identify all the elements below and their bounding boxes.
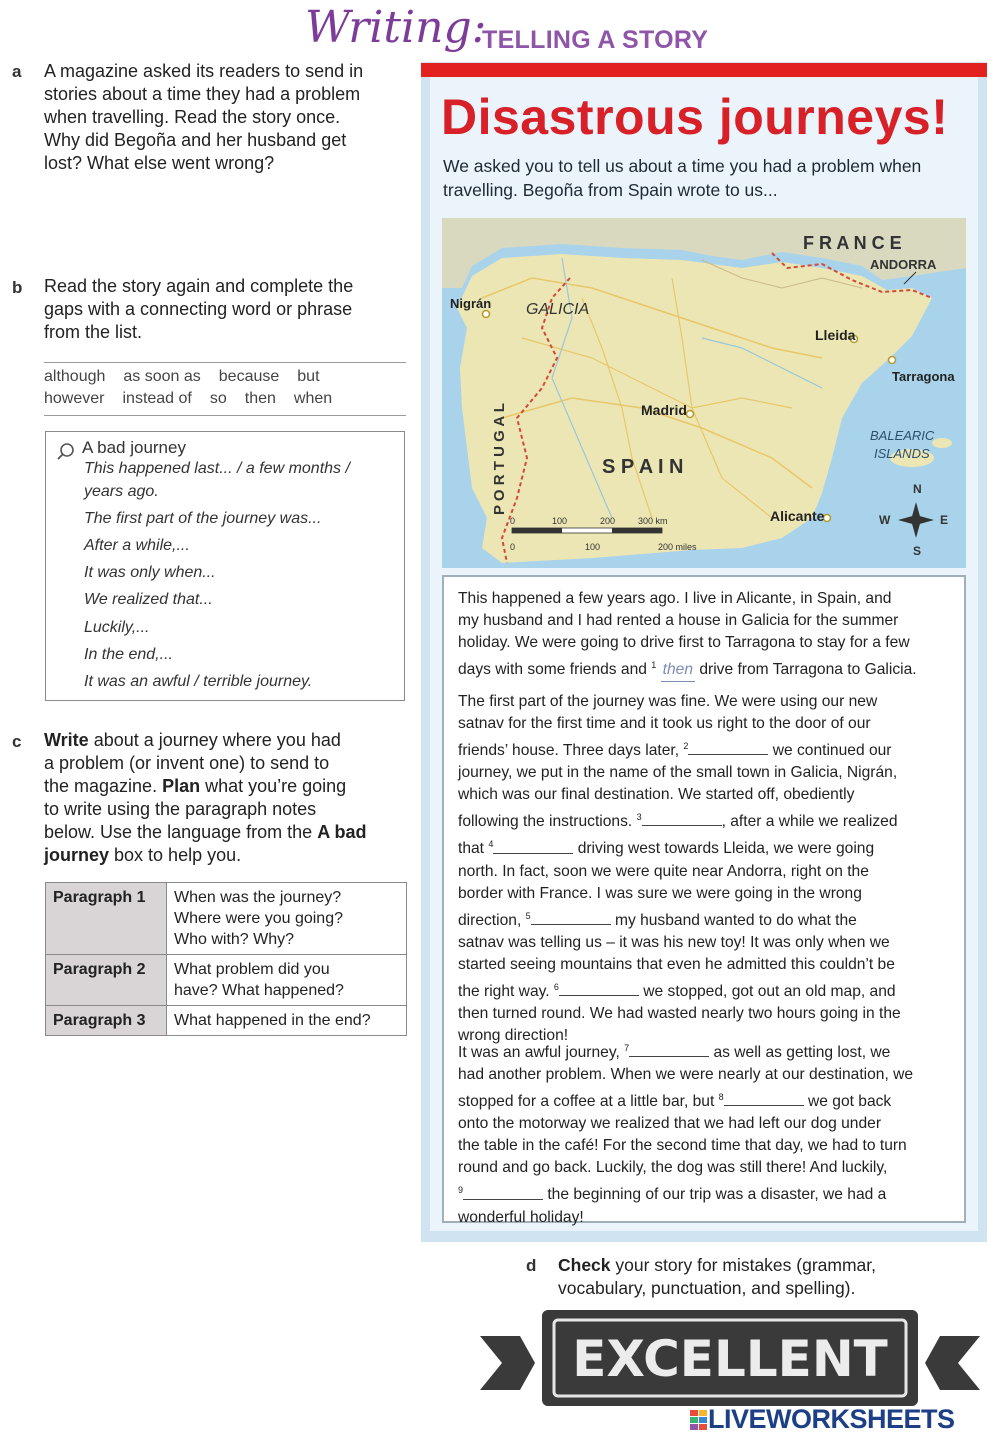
bad-journey-line: We realized that... bbox=[84, 591, 213, 608]
gap-8-input[interactable] bbox=[724, 1091, 804, 1106]
scale-mi-100: 100 bbox=[585, 542, 601, 552]
task-b-line: gaps with a connecting word or phrase bbox=[44, 299, 353, 319]
task-c-text bbox=[44, 729, 414, 867]
word-list bbox=[44, 362, 406, 416]
compass-n: N bbox=[913, 482, 922, 496]
story-paragraph-2 bbox=[458, 691, 954, 1047]
article-intro bbox=[443, 154, 963, 202]
task-c-segment: below. Use the language from the bbox=[44, 822, 318, 842]
word-list-row bbox=[44, 390, 350, 408]
paragraph-label: Paragraph 1 bbox=[46, 883, 167, 955]
task-b-line: from the list. bbox=[44, 322, 143, 342]
map-label-portugal: P O R T U G A L bbox=[491, 403, 508, 515]
note-line: Who with? Why? bbox=[174, 931, 295, 948]
task-b-line: Read the story again and complete the bbox=[44, 276, 354, 296]
story-text: round and go back. Luckily, the dog was still there! And luckily, bbox=[458, 1159, 888, 1177]
gap-7-input[interactable] bbox=[629, 1042, 709, 1057]
task-a-letter: a bbox=[12, 62, 22, 81]
scale-km-200: 200 bbox=[600, 516, 616, 526]
map-label-tarragona: Tarragona bbox=[892, 369, 955, 384]
word-item: then bbox=[244, 390, 276, 407]
compass-w: W bbox=[879, 513, 891, 527]
task-c-segment: to write using the paragraph notes bbox=[44, 799, 317, 819]
story-box bbox=[442, 575, 966, 1226]
task-a-text bbox=[44, 60, 414, 175]
story-text: had another problem. When we were nearly at our destination, we bbox=[458, 1066, 914, 1084]
map-label-madrid: Madrid bbox=[641, 402, 687, 418]
story-paragraph-3 bbox=[458, 1037, 954, 1229]
gap-number: 2 bbox=[683, 741, 689, 751]
story-text: holiday. We were going to drive first to Tarragona to stay for a few bbox=[458, 634, 910, 651]
story-text: wonderful holiday! bbox=[458, 1208, 584, 1226]
gap-number: 4 bbox=[488, 839, 494, 850]
story-text: days with some friends and bbox=[458, 661, 652, 679]
paragraph-notes bbox=[167, 883, 407, 955]
story-text: the beginning of our trip was a disaster, we had a bbox=[543, 1186, 887, 1204]
task-c-segment: the magazine. bbox=[44, 776, 163, 796]
scale-km-300: 300 km bbox=[638, 516, 668, 526]
gap-1-answer: then bbox=[661, 659, 695, 682]
word-list-row bbox=[44, 368, 338, 386]
story-text: , after a while we realized bbox=[721, 813, 898, 831]
alicante-marker bbox=[824, 515, 831, 522]
table-row bbox=[46, 883, 407, 955]
story-text: journey, we put in the name of the small town in Galicia, Nigrán, bbox=[458, 764, 898, 782]
task-a-line: A magazine asked its readers to send in bbox=[44, 61, 364, 81]
word-item: although bbox=[44, 368, 106, 385]
task-c-segment: about a journey where you had bbox=[88, 730, 341, 750]
task-c-line bbox=[44, 729, 414, 752]
table-row bbox=[46, 1006, 407, 1036]
bad-journey-line: It was only when... bbox=[84, 564, 216, 581]
word-item: because bbox=[218, 368, 280, 385]
article-red-bar bbox=[421, 63, 987, 77]
word-item: as soon as bbox=[123, 368, 201, 385]
paragraph-plan-table bbox=[45, 882, 407, 1036]
story-text: driving west towards Lleida, we were going bbox=[573, 840, 875, 858]
story-text: the table in the café! For the second time that day, we had to turn bbox=[458, 1137, 907, 1155]
story-text: wrong direction! bbox=[458, 1026, 569, 1044]
task-a-line: stories about a time they had a problem bbox=[44, 84, 361, 104]
task-d-line: your story for mistakes (grammar, bbox=[610, 1255, 877, 1275]
bad-journey-title: A bad journey bbox=[82, 438, 186, 457]
bad-journey-line: years ago. bbox=[84, 483, 159, 500]
task-c-bold: Plan bbox=[162, 776, 201, 796]
compass-s: S bbox=[913, 544, 922, 558]
note-line: have? What happened? bbox=[174, 982, 344, 999]
spain-map bbox=[442, 218, 966, 568]
task-a-line: Why did Begoña and her husband get bbox=[44, 130, 347, 150]
intro-line: We asked you to tell us about a time you had a problem when bbox=[443, 156, 922, 176]
story-text: that bbox=[458, 840, 489, 858]
bad-journey-line: After a while,... bbox=[84, 537, 190, 554]
story-text: as well as getting lost, we bbox=[709, 1044, 891, 1062]
story-text: we got back bbox=[803, 1093, 892, 1111]
gap-4-input[interactable] bbox=[493, 839, 573, 854]
paragraph-notes bbox=[167, 955, 407, 1006]
story-text: we stopped, got out an old map, and bbox=[638, 982, 896, 1000]
bad-journey-line: The first part of the journey was... bbox=[84, 510, 322, 527]
paragraph-notes bbox=[167, 1006, 407, 1036]
story-text: we continued our bbox=[768, 742, 892, 760]
story-text: It was an awful journey, bbox=[458, 1044, 625, 1062]
note-line: What problem did you bbox=[174, 961, 330, 978]
note-line: What happened in the end? bbox=[174, 1012, 371, 1029]
gap-number: 6 bbox=[553, 981, 559, 992]
gap-6-input[interactable] bbox=[559, 981, 639, 996]
map-label-alicante: Alicante bbox=[770, 508, 825, 524]
story-text: then turned round. We had wasted nearly two hours going in the bbox=[458, 1004, 901, 1022]
scale-km-0: 0 bbox=[510, 516, 516, 526]
gap-2-input[interactable] bbox=[688, 740, 768, 755]
word-item: so bbox=[209, 390, 227, 407]
task-c-line bbox=[44, 752, 414, 775]
story-text: onto the motorway we realized that we had left our dog under bbox=[458, 1115, 882, 1133]
excellent-stamp bbox=[480, 1308, 980, 1418]
word-item: when bbox=[293, 390, 333, 407]
gap-3-input[interactable] bbox=[642, 811, 722, 826]
story-text: the right way. bbox=[458, 982, 554, 1000]
story-text: which was our final destination. We started off, obediently bbox=[458, 786, 855, 804]
map-label-balearic: BALEARIC bbox=[870, 428, 935, 443]
liveworksheets-logo-text: LIVEWORKSHEETS bbox=[708, 1404, 955, 1434]
bad-journey-line: In the end,... bbox=[84, 646, 173, 663]
madrid-marker bbox=[687, 411, 694, 418]
scale-mi-200: 200 miles bbox=[658, 542, 697, 552]
story-text: my husband wanted to do what the bbox=[610, 911, 857, 929]
bad-journey-line: This happened last... / a few months / bbox=[84, 460, 350, 477]
task-c-segment: a problem (or invent one) to send to bbox=[44, 753, 330, 773]
map-label-nigran: Nigrán bbox=[450, 296, 492, 311]
task-d-text bbox=[558, 1254, 958, 1300]
story-text: north. In fact, soon we were quite near Andorra, right on the bbox=[458, 862, 869, 880]
map-label-spain: S P A I N bbox=[602, 456, 684, 478]
bad-journey-line: It was an awful / terrible journey. bbox=[84, 673, 313, 690]
story-text: direction, bbox=[458, 911, 526, 929]
task-c-bold: Write bbox=[44, 730, 89, 750]
scale-mi-0: 0 bbox=[510, 542, 516, 552]
story-text: friends’ house. Three days later, bbox=[458, 742, 684, 760]
story-text: satnav was telling us – it was his new toy! It was only when we bbox=[458, 933, 890, 951]
excellent-text: EXCELLENT bbox=[572, 1330, 888, 1388]
gap-number: 1 bbox=[651, 660, 657, 670]
map-label-andorra: ANDORRA bbox=[870, 257, 937, 272]
map-label-france: F R A N C E bbox=[803, 233, 902, 253]
bad-journey-box bbox=[45, 431, 405, 701]
header-title: TELLING A STORY bbox=[482, 26, 709, 54]
map-label-galicia: GALICIA bbox=[526, 301, 590, 318]
story-paragraph-1 bbox=[458, 588, 954, 682]
word-item: instead of bbox=[122, 390, 192, 407]
task-c-letter: c bbox=[12, 732, 22, 751]
map-label-islands: ISLANDS bbox=[874, 446, 930, 461]
gap-number: 7 bbox=[624, 1043, 630, 1053]
task-a-line: when travelling. Read the story once. bbox=[44, 107, 341, 127]
task-c-segment: box to help you. bbox=[109, 845, 242, 865]
task-c-line bbox=[44, 798, 414, 821]
note-line: Where were you going? bbox=[174, 910, 343, 927]
gap-number: 3 bbox=[636, 812, 642, 823]
gap-number: 9 bbox=[458, 1185, 464, 1196]
word-item: but bbox=[297, 368, 320, 385]
task-d-line: vocabulary, punctuation, and spelling). bbox=[558, 1278, 856, 1298]
task-c-bold: journey bbox=[44, 845, 110, 865]
task-c-segment: what you’re going bbox=[200, 776, 347, 796]
article-title: Disastrous journeys! bbox=[441, 89, 949, 145]
task-c-bold: A bad bbox=[317, 822, 367, 842]
story-text: satnav for the first time and it took us right to the door of our bbox=[458, 715, 871, 732]
table-row bbox=[46, 955, 407, 1006]
paragraph-label: Paragraph 2 bbox=[46, 955, 167, 1006]
intro-line: travelling. Begoña from Spain wrote to us... bbox=[443, 180, 778, 200]
word-item: however bbox=[44, 390, 105, 407]
gap-number: 5 bbox=[525, 910, 531, 921]
compass-e: E bbox=[940, 513, 949, 527]
story-text: my husband and I had rented a house in Galicia for the summer bbox=[458, 612, 899, 629]
story-text: border with France. I was sure we were going in the wrong bbox=[458, 884, 862, 902]
task-c-line bbox=[44, 775, 414, 798]
task-d-letter: d bbox=[526, 1256, 537, 1275]
task-a-line: lost? What else went wrong? bbox=[44, 153, 275, 173]
task-d-bold: Check bbox=[558, 1255, 611, 1275]
story-text: stopped for a coffee at a little bar, but bbox=[458, 1093, 719, 1111]
gap-9-input[interactable] bbox=[463, 1185, 543, 1200]
gap-number: 8 bbox=[718, 1092, 724, 1103]
task-c-line bbox=[44, 844, 414, 867]
story-text: drive from Tarragona to Galicia. bbox=[695, 661, 917, 679]
header-script-title: Writing: bbox=[305, 2, 487, 53]
paragraph-label: Paragraph 3 bbox=[46, 1006, 167, 1036]
map-label-lleida: Lleida bbox=[815, 327, 856, 343]
magnifier-icon bbox=[56, 442, 76, 462]
story-text: started seeing mountains that even he admitted this couldn’t be bbox=[458, 955, 895, 973]
task-b-text bbox=[44, 275, 414, 344]
tarragona-marker bbox=[889, 357, 896, 364]
story-text: following the instructions. bbox=[458, 813, 637, 831]
scale-km-100: 100 bbox=[552, 516, 568, 526]
bad-journey-line: Luckily,... bbox=[84, 619, 150, 636]
task-c-line bbox=[44, 821, 414, 844]
story-text: This happened a few years ago. I live in Alicante, in Spain, and bbox=[458, 590, 892, 607]
note-line: When was the journey? bbox=[174, 889, 342, 906]
task-b-letter: b bbox=[12, 278, 23, 297]
gap-5-input[interactable] bbox=[531, 910, 611, 925]
nigran-marker bbox=[483, 311, 490, 318]
story-text: The first part of the journey was fine. We were using our new bbox=[458, 693, 878, 710]
